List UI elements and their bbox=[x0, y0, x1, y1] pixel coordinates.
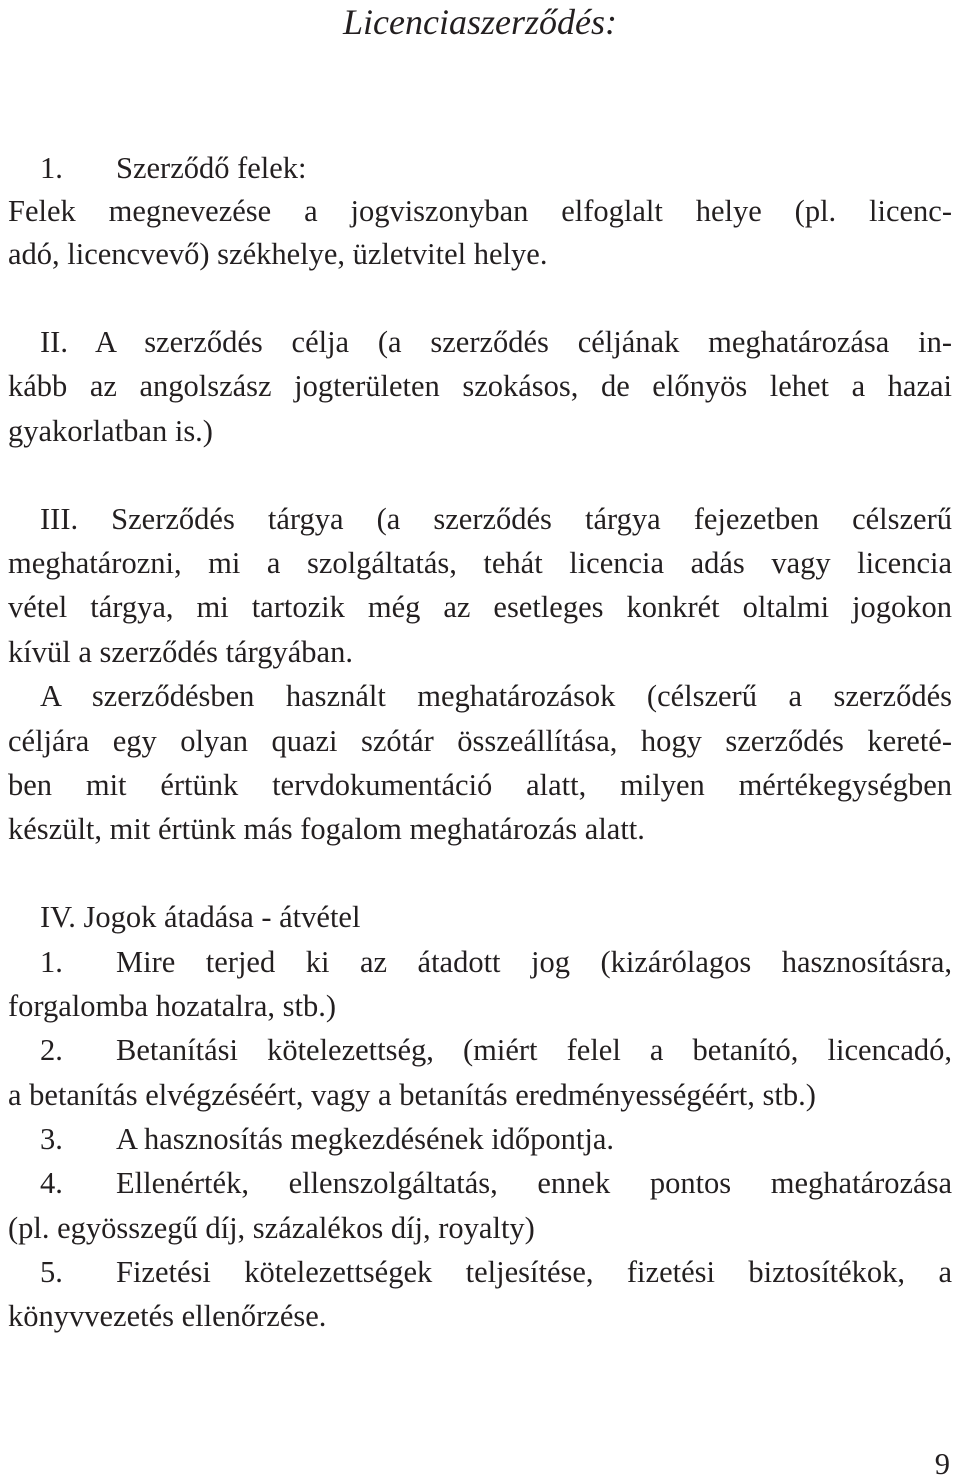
list-item-number: 4. bbox=[40, 1166, 63, 1200]
list-item-number: 5. bbox=[40, 1255, 63, 1289]
section-1-heading-text: Szerződő felek: bbox=[116, 151, 307, 185]
list-item bbox=[8, 944, 952, 980]
list-item-continuation: könyvvezetés ellenőrzése. bbox=[8, 1299, 327, 1333]
section-2-line: II. A szerződés célja (a szerződés céljának meghatározása in- bbox=[40, 325, 952, 359]
list-item bbox=[8, 1121, 952, 1157]
section-1-number: 1. bbox=[40, 151, 63, 185]
section-1-heading bbox=[8, 150, 952, 186]
page-title: Licenciaszerződés: bbox=[343, 2, 617, 42]
list-item-text: A hasznosítás megkezdésének időpontja. bbox=[116, 1122, 615, 1156]
section-4-heading: IV. Jogok átadása - átvétel bbox=[40, 900, 361, 934]
list-item-text: Ellenérték, ellenszolgáltatás, ennek pontos meghatározása bbox=[116, 1166, 952, 1200]
page-number: 9 bbox=[934, 1447, 950, 1481]
section-1-line: Felek megnevezése a jogviszonyban elfoglalt helye (pl. licenc- bbox=[8, 194, 952, 228]
list-item-number: 2. bbox=[40, 1033, 63, 1067]
section-2-line: kább az angolszász jogterületen szokásos, de előnyös lehet a hazai bbox=[8, 369, 952, 403]
list-item-text: Mire terjed ki az átadott jog (kizárólagos hasznosításra, bbox=[116, 945, 952, 979]
section-3-line: kívül a szerződés tárgyában. bbox=[8, 635, 353, 669]
list-item bbox=[8, 1032, 952, 1068]
definitions-line: készült, mit értünk más fogalom meghatározás alatt. bbox=[8, 812, 645, 846]
section-2-line: gyakorlatban is.) bbox=[8, 414, 213, 448]
section-3-line: vétel tárgya, mi tartozik még az esetleges konkrét oltalmi jogokon bbox=[8, 590, 952, 624]
definitions-line: A szerződésben használt meghatározások (célszerű a szerződés bbox=[40, 679, 952, 713]
list-item-continuation: forgalomba hozatalra, stb.) bbox=[8, 989, 337, 1023]
list-item-text: Fizetési kötelezettségek teljesítése, fizetési biztosítékok, a bbox=[116, 1255, 952, 1289]
section-3-line: meghatározni, mi a szolgáltatás, tehát licencia adás vagy licencia bbox=[8, 546, 952, 580]
list-item bbox=[8, 1254, 952, 1290]
list-item-text: Betanítási kötelezettség, (miért felel a betanító, licencadó, bbox=[116, 1033, 952, 1067]
section-3-line: III. Szerződés tárgya (a szerződés tárgya fejezetben célszerű bbox=[40, 502, 952, 536]
definitions-line: ben mit értünk tervdokumentáció alatt, milyen mértékegységben bbox=[8, 768, 952, 802]
definitions-line: céljára egy olyan quazi szótár összeállítása, hogy szerződés kereté- bbox=[8, 724, 952, 758]
list-item-number: 1. bbox=[40, 945, 63, 979]
list-item-number: 3. bbox=[40, 1122, 63, 1156]
list-item bbox=[8, 1165, 952, 1201]
section-1-line: adó, licencvevő) székhelye, üzletvitel helye. bbox=[8, 237, 548, 271]
list-item-continuation: a betanítás elvégzéséért, vagy a betanítás eredményességéért, stb.) bbox=[8, 1078, 816, 1112]
list-item-continuation: (pl. egyösszegű díj, százalékos díj, royalty) bbox=[8, 1211, 535, 1245]
